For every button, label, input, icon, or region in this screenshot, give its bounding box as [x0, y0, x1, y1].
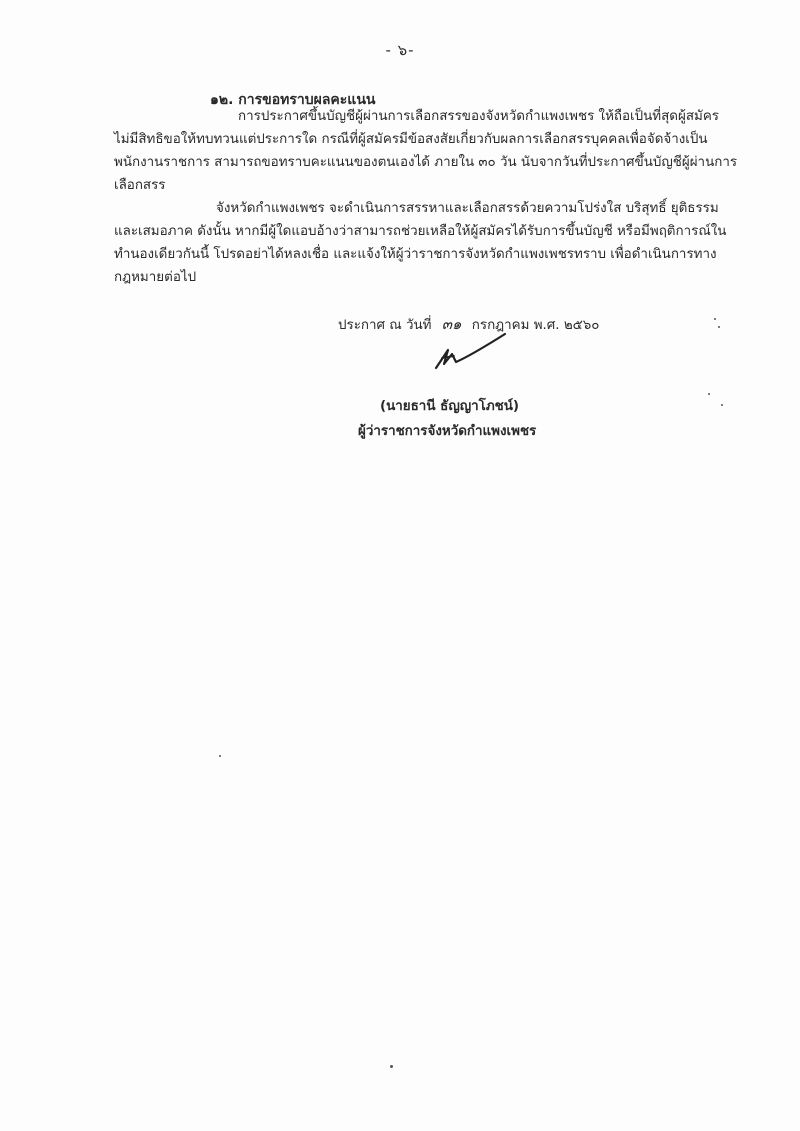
- paragraph-transparency: [114, 197, 727, 289]
- paragraph-line: และเสมอภาค ดังนั้น หากมีผู้ใดแอบอ้างว่าสามารถช่วยเหลือให้ผู้สมัครได้รับการขึ้นบัญชี หรือมีพฤติการณ์ใน: [114, 224, 727, 239]
- paragraph-line: จังหวัดกำแพงเพชร จะดำเนินการสรรหาและเลือกสรรด้วยความโปร่งใส บริสุทธิ์ ยุติธรรม: [216, 201, 719, 216]
- paragraph-line: พนักงานราชการ สามารถขอทราบคะแนนของตนเองได้ ภายใน ๓๐ วัน นับจากวันที่ประกาศขึ้นบัญชีผู้ผ่านการ: [114, 155, 738, 170]
- scan-speck: [708, 393, 710, 395]
- paragraph-line: เลือกสรร: [114, 178, 166, 193]
- signer-name: (นายธานี ธัญญาโภชน์): [380, 399, 520, 414]
- section-heading: ๑๒. การขอทราบผลคะแนน: [210, 92, 376, 108]
- scan-speck: [718, 326, 720, 328]
- paragraph-line: ทำนองเดียวกันนี้ โปรดอย่าได้หลงเชื่อ และแจ้งให้ผู้ว่าราชการจังหวัดกำแพงเพชรทราบ เพื่อดำเนินการทาง: [114, 247, 717, 262]
- signer-title: ผู้ว่าราชการจังหวัดกำแพงเพชร: [358, 424, 537, 439]
- paragraph-line: ไม่มีสิทธิขอให้ทบทวนแต่ประการใด กรณีที่ผู้สมัครมีข้อสงสัยเกี่ยวกับผลการเลือกสรรบุคคลเพื่อจัดจ้างเป็น: [114, 132, 708, 147]
- handwritten-signature: [430, 328, 510, 373]
- paragraph-score-request: [114, 105, 738, 197]
- scan-speck: [390, 1065, 393, 1068]
- paragraph-line: กฎหมายต่อไป: [114, 270, 197, 285]
- page-number: - ๖-: [385, 41, 415, 59]
- scan-speck: [714, 318, 716, 320]
- scan-speck: [219, 755, 221, 757]
- date-suffix: กรกฎาคม พ.ศ. ๒๕๖๐: [471, 318, 600, 333]
- date-prefix: ประกาศ ณ วันที่: [338, 318, 432, 333]
- scan-speck: [721, 404, 723, 406]
- date-day: ๓๑: [441, 315, 462, 333]
- paragraph-line: การประกาศขึ้นบัญชีผู้ผ่านการเลือกสรรของจังหวัดกำแพงเพชร ให้ถือเป็นที่สุดผู้สมัคร: [238, 109, 719, 124]
